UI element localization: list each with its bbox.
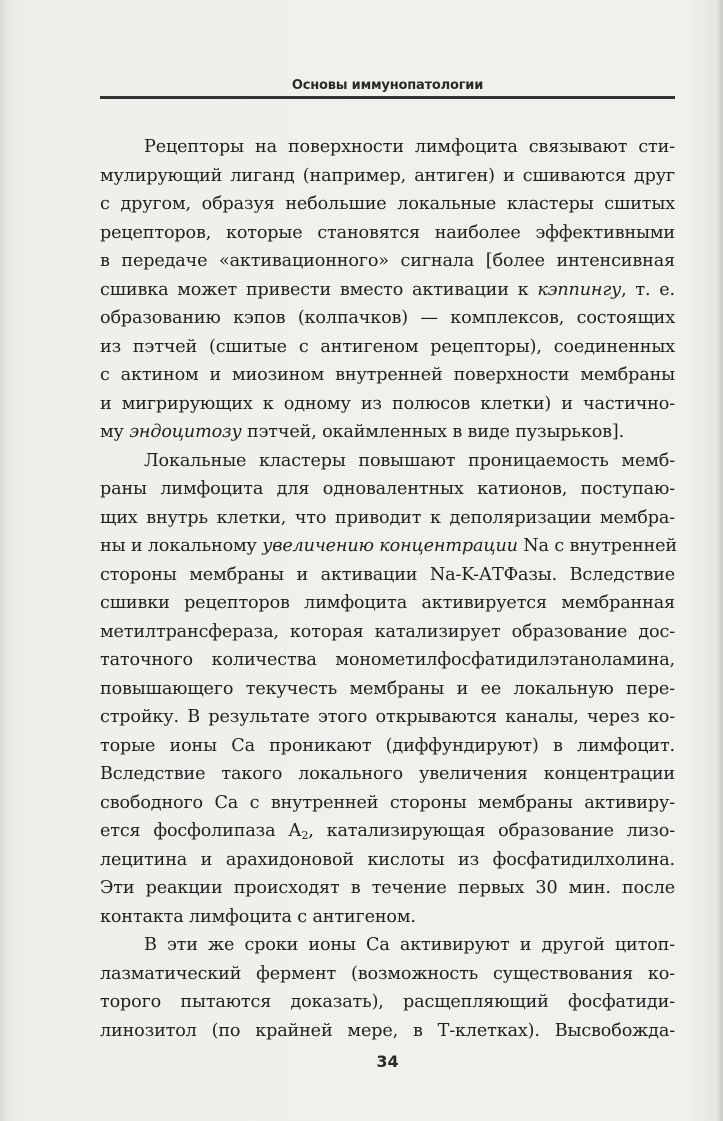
text-run: метилтрансфераза, которая катализирует образование дос- xyxy=(100,621,675,642)
text-line xyxy=(100,162,675,191)
text-run: торые ионы Са проникают (диффундируют) в лимфоцит. xyxy=(100,735,675,756)
text-line xyxy=(100,675,675,704)
text-run: щих внутрь клетки, что приводит к деполяризации мембра- xyxy=(100,507,675,528)
italic-term: кэппингу xyxy=(537,279,622,300)
text-line xyxy=(100,504,675,533)
text-run: повышающего текучесть мембраны и ее локальную пере- xyxy=(100,678,675,699)
text-line xyxy=(100,589,675,618)
text-run: и мигрирующих к одному из полюсов клетки) и частично- xyxy=(100,393,675,414)
subscript: 2 xyxy=(301,829,309,842)
text-run: рецепторов, которые становятся наиболее эффективными xyxy=(100,222,675,243)
page-number: 34 xyxy=(376,1052,399,1071)
text-run: сшивка может привести вместо активации к xyxy=(100,279,538,300)
text-line xyxy=(100,190,675,219)
text-line xyxy=(100,618,675,647)
text-line xyxy=(100,333,675,362)
text-run: пэтчей, окаймленных в виде пузырьков]. xyxy=(241,422,625,442)
text-line xyxy=(100,247,675,276)
text-line xyxy=(100,532,675,561)
text-run: ны и локальному xyxy=(100,536,263,556)
text-run: Вследствие такого локального увеличения концентрации xyxy=(100,764,675,784)
text-run: с актином и миозином внутренней поверхности мембраны xyxy=(100,365,675,385)
text-run: ется фосфолипаза А xyxy=(100,821,302,841)
text-run: свободного Са с внутренней стороны мембраны активиру- xyxy=(100,792,675,813)
text-run: с другом, образуя небольшие локальные кластеры сшитых xyxy=(100,194,675,214)
text-line xyxy=(100,418,675,447)
text-run: стройку. В результате этого открываются каналы, через ко- xyxy=(100,707,675,727)
text-line xyxy=(100,1017,675,1046)
text-line xyxy=(100,988,675,1017)
text-line xyxy=(100,447,675,476)
text-run: сшивки рецепторов лимфоцита активируется мембранная xyxy=(100,593,675,613)
text-line xyxy=(100,931,675,960)
text-run: лазматический фермент (возможность существования ко- xyxy=(100,963,675,984)
text-line xyxy=(100,960,675,989)
text-line xyxy=(100,304,675,333)
text-line xyxy=(100,817,675,846)
text-run: , катализирующая образование лизо- xyxy=(308,821,675,841)
text-run: Эти реакции происходят в течение первых 30 мин. после xyxy=(100,878,675,898)
text-run: Na с внутренней xyxy=(517,536,677,556)
text-run: стороны мембраны и активации Na-K-АТФазы. Вследствие xyxy=(100,564,675,585)
text-line xyxy=(100,846,675,875)
text-line xyxy=(100,276,675,305)
text-run: В эти же сроки ионы Са активируют и другой цитоп- xyxy=(144,935,675,955)
text-run: контакта лимфоцита с антигеном. xyxy=(100,906,416,927)
text-run: из пэтчей (сшитые с антигеном рецепторы), соединенных xyxy=(100,336,675,357)
text-line xyxy=(100,475,675,504)
italic-term: эндоцитозу xyxy=(129,422,242,442)
page-edge-shadow xyxy=(717,0,723,1121)
body-text xyxy=(100,133,675,1045)
text-run: му xyxy=(100,422,130,442)
text-line xyxy=(100,874,675,903)
text-line xyxy=(100,361,675,390)
header-rule xyxy=(100,96,675,99)
text-run: лецитина и арахидоновой кислоты из фосфатидилхолина. xyxy=(100,849,675,870)
text-run: в передаче «активационного» сигнала [более интенсивная xyxy=(100,251,675,271)
text-line xyxy=(100,703,675,732)
text-run: Рецепторы на поверхности лимфоцита связывают сти- xyxy=(144,137,675,157)
italic-term: увеличению концентрации xyxy=(262,536,518,556)
text-line xyxy=(100,646,675,675)
text-line xyxy=(100,903,675,932)
text-run: торого пытаются доказать), расщепляющий фосфатиди- xyxy=(100,992,675,1012)
text-run: , т. е. xyxy=(621,279,675,300)
text-line xyxy=(100,390,675,419)
text-line xyxy=(100,732,675,761)
text-line xyxy=(100,789,675,818)
text-line xyxy=(100,561,675,590)
text-run: мулирующий лиганд (например, антиген) и сшиваются друг xyxy=(100,165,675,186)
text-run: раны лимфоцита для одновалентных катионов, поступаю- xyxy=(100,479,675,499)
text-run: Локальные кластеры повышают проницаемость мемб- xyxy=(144,450,675,471)
text-run: линозитол (по крайней мере, в Т-клетках). Высвобожда- xyxy=(100,1020,675,1041)
text-run: образованию кэпов (колпачков) — комплексов, состоящих xyxy=(100,308,675,328)
text-line xyxy=(100,219,675,248)
text-run: таточного количества монометилфосфатидилэтаноламина, xyxy=(100,650,675,670)
text-line xyxy=(100,133,675,162)
text-line xyxy=(100,760,675,789)
running-head: Основы иммунопатологии xyxy=(291,78,484,93)
